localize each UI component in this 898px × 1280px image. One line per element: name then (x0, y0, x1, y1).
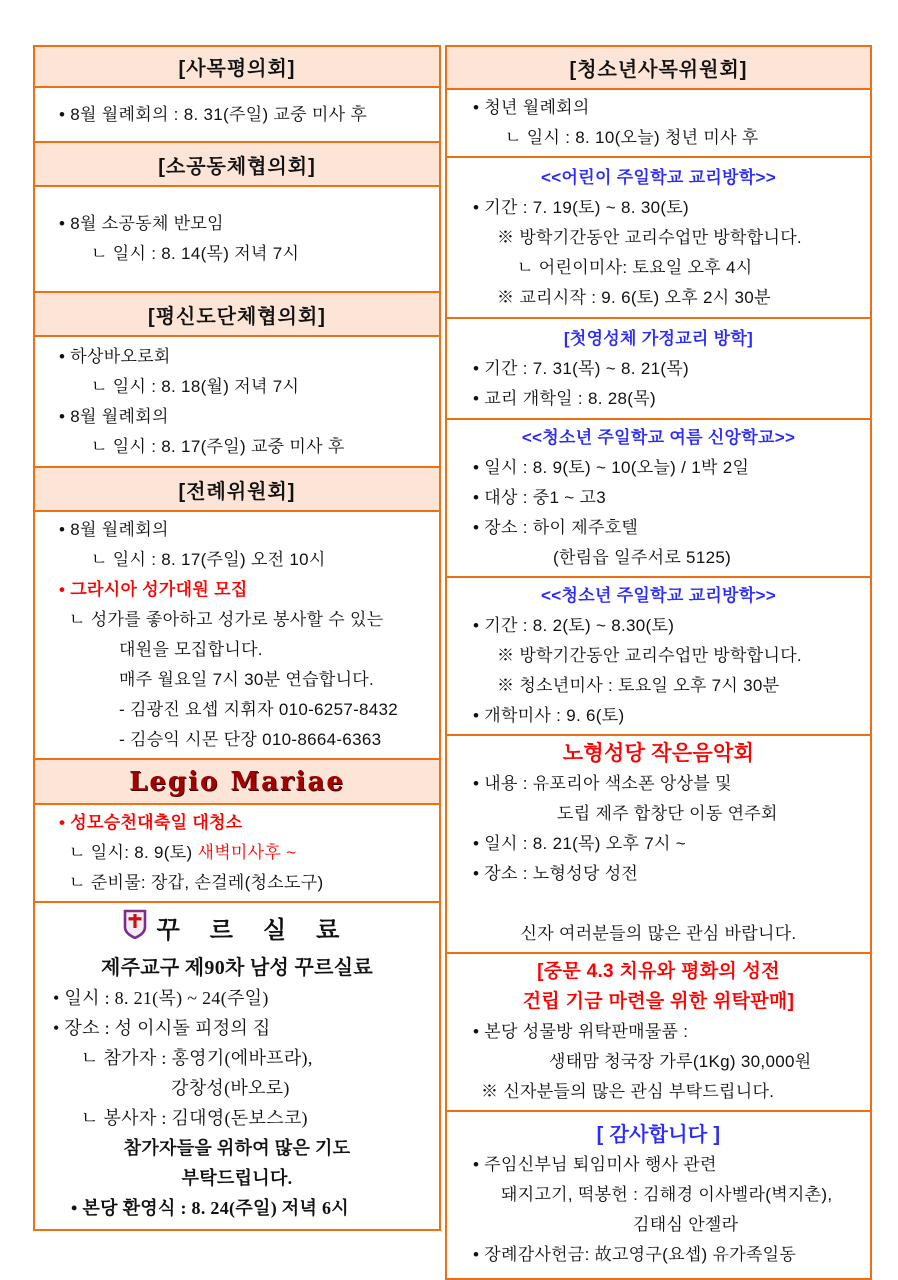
announcement-line (41, 868, 433, 898)
header-liturgy-committee (35, 468, 439, 512)
body-first-communion-break (447, 319, 870, 420)
announcement-line (41, 239, 433, 269)
announcement-line (41, 1193, 433, 1223)
body-consignment-sale (447, 954, 870, 1112)
announcement-line (41, 1073, 433, 1103)
announcement-line (453, 543, 864, 573)
announcement-line (453, 611, 864, 641)
cursillo-emblem-icon (123, 909, 147, 953)
line-text: • 8월 소공동체 반모임 (59, 214, 224, 233)
line-text: • 개학미사 : 9. 6(토) (473, 706, 625, 725)
line-text: 노형성당 작은음악회 (562, 742, 755, 765)
announcement-line (453, 987, 864, 1017)
line-text: 대원을 모집합니다. (119, 640, 263, 659)
line-text: • 8월 월례회의 (59, 406, 169, 426)
line-text: - 김광진 요셉 지휘자 010-6257-8432 (119, 700, 399, 719)
line-text: [ 감사합니다 ] (596, 1124, 721, 1146)
line-text: [중문 4.3 치유와 평화의 성전 (537, 961, 780, 982)
line-text: • 하상바오로회 (59, 346, 171, 366)
line-text: • 대상 : 중1 ~ 고3 (473, 488, 607, 507)
line-text: ㄴ 일시 : 8. 18(월) 저녁 7시 (91, 376, 300, 396)
text-run: ㄴ 일시: 8. 9(토) (69, 843, 198, 862)
line-text: (한림읍 일주서로 5125) (553, 548, 732, 567)
announcement-line (453, 1210, 864, 1240)
line-text: • 장례감사헌금: 故고영구(요셉) 유가족일동 (473, 1245, 797, 1264)
announcement-line (453, 1150, 864, 1180)
line-text: - 김승익 시몬 단장 010-8664-6363 (119, 730, 382, 749)
announcement-line (453, 1017, 864, 1047)
line-text: ※ 교리시작 : 9. 6(토) 오후 2시 30분 (497, 287, 771, 307)
line-text: • 일시 : 8. 9(토) ~ 10(오늘) / 1박 2일 (473, 458, 750, 477)
body-thanks (447, 1112, 870, 1278)
line-text: <<청소년 주일학교 교리방학>> (541, 586, 776, 605)
line-text: • 본당 환영식 : 8. 24(주일) 저녁 6시 (71, 1198, 349, 1218)
line-text: 건립 기금 마련을 위한 위탁판매] (522, 991, 795, 1012)
announcement-line (453, 641, 864, 671)
header-small-community (35, 143, 439, 187)
announcement-line (41, 808, 433, 838)
announcement-line (453, 919, 864, 949)
body-pastoral-council (35, 88, 439, 143)
body-lay-associations (35, 337, 439, 468)
line-text: • 장소 : 노형성당 성전 (473, 864, 639, 883)
announcement-line (453, 889, 864, 919)
line-text: • 8월 월례회의 : 8. 31(주일) 교중 미사 후 (59, 104, 368, 124)
announcement-line (41, 953, 433, 983)
line-text: ※ 청소년미사 : 토요일 오후 7시 30분 (497, 676, 780, 695)
announcement-line (453, 163, 864, 193)
announcement-line (41, 515, 433, 545)
line-text: • 그라시아 성가대원 모집 (59, 580, 248, 599)
cursillo-title (41, 909, 433, 953)
line-text: <<어린이 주일학교 교리방학>> (541, 167, 776, 187)
line-text: 도립 제주 합창단 이동 연주회 (557, 804, 778, 823)
body-liturgy-committee (35, 512, 439, 760)
announcement-line (453, 671, 864, 701)
announcement-line (41, 209, 433, 239)
announcement-line (41, 1103, 433, 1133)
line-text: ㄴ 일시 : 8. 10(오늘) 청년 미사 후 (505, 128, 759, 147)
announcement-line (453, 1120, 864, 1150)
announcement-line (453, 283, 864, 313)
announcement-line (41, 695, 433, 725)
line-text: • 주임신부님 퇴임미사 행사 관련 (473, 1155, 717, 1174)
line-text: ㄴ 준비물: 장갑, 손걸레(청소도구) (69, 873, 324, 892)
announcement-line (453, 93, 864, 123)
announcement-line (41, 402, 433, 432)
line-text: ㄴ 일시 : 8. 17(주일) 오전 10시 (91, 550, 326, 569)
announcement-line (41, 725, 433, 755)
header-youth-ministry (447, 47, 870, 90)
body-youth-monthly-meeting (447, 90, 870, 158)
announcement-line (41, 635, 433, 665)
announcement-line (41, 342, 433, 372)
line-text: ㄴ 일시 : 8. 14(목) 저녁 7시 (91, 244, 300, 263)
announcement-line (453, 701, 864, 731)
body-youth-sunday-school-break (447, 578, 870, 736)
announcement-line (453, 957, 864, 987)
line-text: • 내용 : 유포리아 색소폰 앙상블 및 (473, 774, 732, 793)
announcement-line (41, 1133, 433, 1163)
line-text: 매주 월요일 7시 30분 연습합니다. (119, 670, 375, 689)
line-text: ㄴ 어린이미사: 토요일 오후 4시 (517, 257, 753, 277)
line-text: • 기간 : 7. 31(목) ~ 8. 21(목) (473, 358, 689, 378)
line-text: • 장소 : 하이 제주호텔 (473, 518, 639, 537)
line-text: <<청소년 주일학교 여름 신앙학교>> (521, 428, 796, 447)
header-legio-mariae-title: Legio Mariae (129, 766, 345, 797)
announcement-line (41, 372, 433, 402)
announcement-line (453, 453, 864, 483)
body-legio-mariae (35, 805, 439, 903)
body-cursillo (35, 903, 439, 1229)
announcement-line (453, 1240, 864, 1270)
announcement-line (453, 483, 864, 513)
line-text: 생태맘 청국장 가루(1Kg) 30,000원 (549, 1052, 812, 1071)
body-small-community (35, 187, 439, 293)
announcement-line (453, 829, 864, 859)
line-text: • 장소 : 성 이시돌 피정의 집 (53, 1018, 271, 1038)
announcement-line (453, 253, 864, 283)
header-lay-associations (35, 293, 439, 337)
line-text: [첫영성체 가정교리 방학] (563, 328, 754, 348)
line-text: • 기간 : 8. 2(토) ~ 8.30(토) (473, 616, 675, 635)
line-text: 강창성(바오로) (171, 1078, 290, 1098)
line-text: • 성모승천대축일 대청소 (59, 813, 243, 832)
header-liturgy-committee-title: [전례위원회] (178, 480, 296, 503)
line-text (453, 894, 458, 913)
line-text: ※ 신자분들의 많은 관심 부탁드립니다. (481, 1082, 775, 1101)
line-text: 신자 여러분들의 많은 관심 바랍니다. (520, 924, 797, 943)
announcement-line (453, 354, 864, 384)
announcement-line (453, 123, 864, 153)
announcement-line (41, 432, 433, 462)
line-text: • 일시 : 8. 21(목) 오후 7시 ~ (473, 834, 686, 853)
line-text: ㄴ 봉사자 : 김대영(돈보스코) (81, 1108, 308, 1128)
line-text: • 일시 : 8. 21(목) ~ 24(주일) (53, 988, 269, 1008)
column-right (445, 45, 872, 1280)
line-text: ※ 방학기간동안 교리수업만 방학합니다. (497, 227, 802, 247)
header-legio-mariae (35, 760, 439, 805)
line-text: • 본당 성물방 위탁판매물품 : (473, 1022, 689, 1041)
announcement-line (41, 575, 433, 605)
announcement-line (41, 545, 433, 575)
line-text: • 기간 : 7. 19(토) ~ 8. 30(토) (473, 197, 689, 217)
announcement-line (41, 665, 433, 695)
line-text: ㄴ 참가자 : 홍영기(에바프라), (81, 1048, 313, 1068)
announcement-line (453, 223, 864, 253)
announcement-line (453, 739, 864, 769)
text-run: 새벽미사후 ~ (197, 843, 297, 862)
announcement-line (453, 1047, 864, 1077)
announcement-line (453, 513, 864, 543)
header-small-community-title: [소공동체협의회] (158, 155, 316, 178)
line-text: 김태심 안젤라 (633, 1215, 739, 1234)
announcement-line (453, 581, 864, 611)
announcement-line (41, 1043, 433, 1073)
announcement-line (453, 1077, 864, 1107)
line-text: ※ 방학기간동안 교리수업만 방학합니다. (497, 646, 802, 665)
header-lay-associations-title: [평신도단체협의회] (148, 305, 326, 328)
announcement-line (41, 605, 433, 635)
line-text: 부탁드립니다. (181, 1168, 293, 1188)
line-text: 참가자들을 위하여 많은 기도 (123, 1138, 351, 1158)
line-text: • 8월 월례회의 (59, 520, 169, 539)
announcement-line (453, 193, 864, 223)
line-text: 돼지고기, 떡봉헌 : 김해경 이사벨라(벽지촌), (501, 1185, 833, 1204)
announcement-line (453, 324, 864, 354)
line-text: • 청년 월례회의 (473, 98, 590, 117)
line-text: • 교리 개학일 : 8. 28(목) (473, 388, 656, 408)
announcement-line (41, 1013, 433, 1043)
body-children-sunday-school-break (447, 158, 870, 319)
announcement-line (41, 983, 433, 1013)
line-text: ㄴ 성가를 좋아하고 성가로 봉사할 수 있는 (69, 610, 384, 629)
announcement-line (453, 423, 864, 453)
body-youth-summer-faith-school (447, 420, 870, 578)
announcement-line (453, 859, 864, 889)
line-text: 제주교구 제90차 남성 꾸르실료 (101, 957, 373, 979)
announcement-line (41, 838, 433, 868)
body-small-concert (447, 736, 870, 954)
line-text: ㄴ 일시 : 8. 17(주일) 교중 미사 후 (91, 436, 345, 456)
column-left (33, 45, 441, 1231)
announcement-line (453, 384, 864, 414)
header-pastoral-council (35, 47, 439, 88)
cursillo-title-text: 꾸 르 실 료 (156, 918, 352, 944)
header-youth-ministry-title: [청소년사목위원회] (569, 59, 748, 81)
announcement-line (453, 1180, 864, 1210)
announcement-line (41, 1163, 433, 1193)
announcement-line (41, 100, 433, 130)
header-pastoral-council-title: [사목평의회] (178, 58, 296, 80)
announcement-line (453, 769, 864, 799)
announcement-line (453, 799, 864, 829)
